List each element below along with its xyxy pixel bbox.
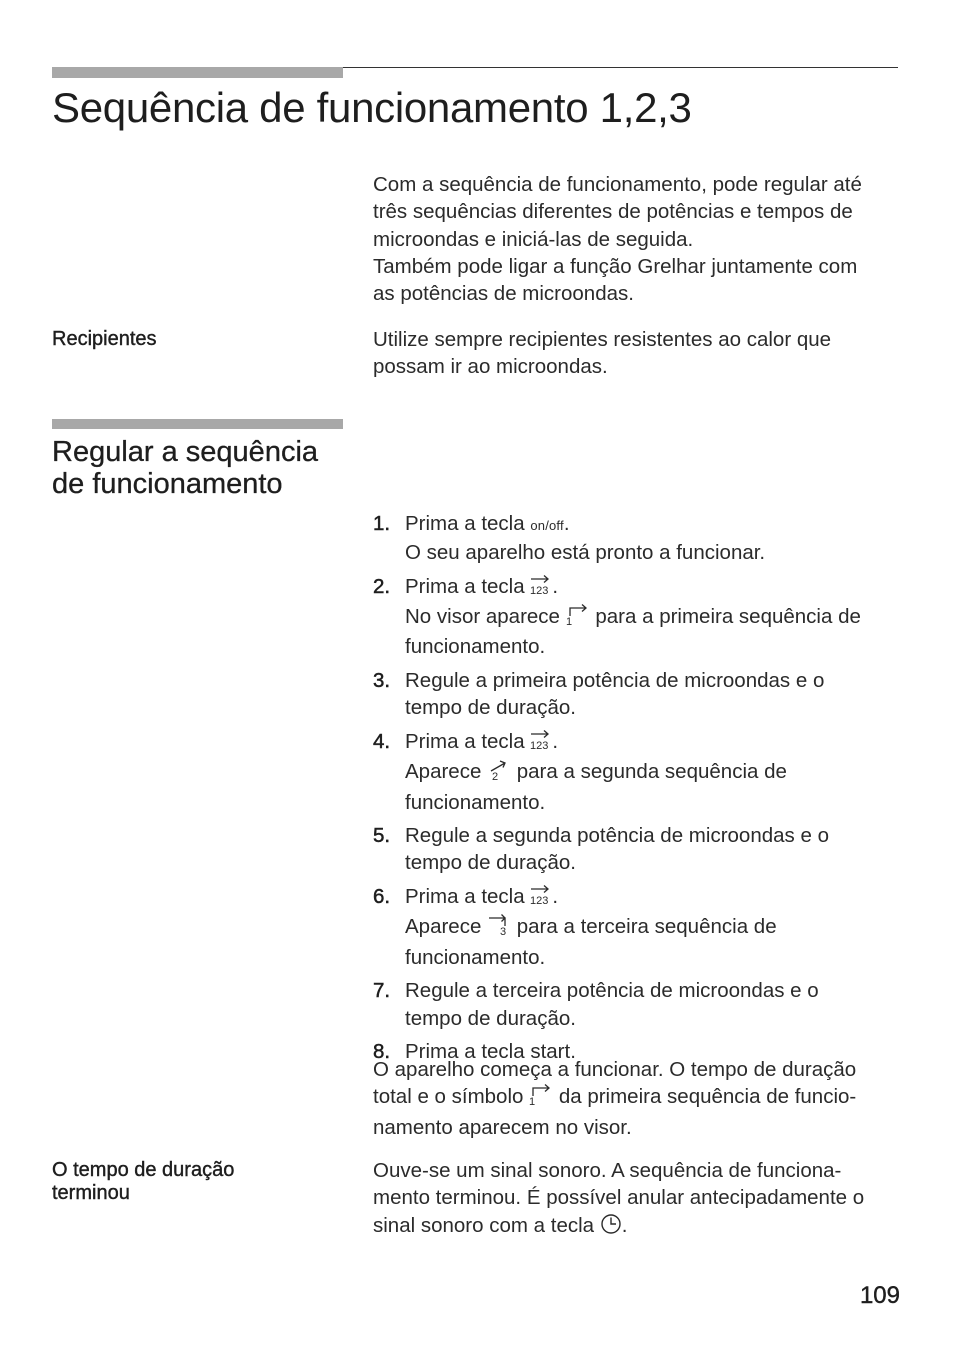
step-text: tempo de duração. — [405, 851, 576, 875]
step-text: Prima a tecla — [405, 574, 531, 598]
step-number: 4. — [373, 729, 391, 753]
intro-line: as potências de microondas. — [373, 282, 634, 306]
svg-text:123: 123 — [530, 584, 549, 596]
svg-text:2: 2 — [492, 771, 499, 782]
page-title: Sequência de funcionamento 1,2,3 — [52, 84, 692, 131]
recipientes-line: Utilize sempre recipientes resistentes ao calor que — [373, 328, 832, 351]
sequence-123-icon — [530, 729, 552, 758]
step-text: . — [552, 729, 559, 753]
after-line: total e o símbolo — [373, 1085, 530, 1109]
step-text: funcionamento. — [405, 790, 546, 814]
step-text: No visor aparece — [405, 605, 566, 629]
intro-line: Com a sequência de funcionamento, pode regular até — [373, 173, 862, 196]
header-rule-thick — [52, 67, 343, 78]
step-text: funcionamento. — [405, 945, 546, 969]
svg-text:1: 1 — [565, 616, 572, 627]
step-text: Prima a tecla — [405, 512, 531, 535]
section-heading: Regular a sequência de funcionamento — [52, 436, 319, 500]
step-text: . — [552, 885, 559, 909]
step-text: para a terceira sequência de — [511, 915, 777, 939]
tempo-label — [52, 1159, 342, 1205]
step-number: 1. — [373, 512, 391, 535]
step-item — [373, 573, 913, 661]
after-line: namento aparecem no visor. — [373, 1115, 632, 1139]
step-text: tempo de duração. — [405, 1006, 576, 1030]
step-text: para a primeira sequência de — [589, 605, 861, 629]
recipientes-text — [373, 326, 913, 381]
sequence-123-icon — [530, 884, 552, 913]
step-item — [373, 510, 913, 567]
clock-icon — [600, 1213, 622, 1242]
step-item — [373, 977, 913, 1032]
recipientes-line: possam ir ao microondas. — [373, 355, 608, 379]
page-number: 109 — [859, 1282, 900, 1309]
step-number: 5. — [373, 824, 391, 848]
after-line: O aparelho começa a funcionar. O tempo de duração — [373, 1058, 857, 1081]
tempo-label-line: O tempo de duração — [52, 1159, 235, 1181]
step-text: Prima a tecla start. — [405, 1040, 576, 1064]
step-text: Prima a tecla — [405, 729, 531, 753]
on-off-key-label: on/off — [530, 518, 564, 533]
step-text: Prima a tecla — [405, 885, 531, 909]
step-text: . — [563, 512, 570, 535]
step-item — [373, 667, 913, 722]
step-text: para a segunda sequência de — [511, 760, 787, 784]
steps-list — [373, 510, 913, 1072]
sequence-1-icon — [566, 604, 590, 633]
step-number: 3. — [373, 669, 391, 693]
step-text: Regule a segunda potência de microondas e o — [405, 824, 829, 848]
sequence-123-icon — [530, 574, 552, 603]
step-text: O seu aparelho está pronto a funcionar. — [405, 541, 766, 565]
step-text: tempo de duração. — [405, 696, 576, 720]
intro-line: três sequências diferentes de potências e tempos de — [373, 200, 853, 224]
step-item — [373, 822, 913, 877]
tempo-label-line: terminou — [52, 1182, 130, 1204]
sequence-3-icon — [487, 914, 511, 943]
svg-text:3: 3 — [500, 926, 507, 937]
step-number: 2. — [373, 574, 391, 598]
svg-text:123: 123 — [530, 739, 549, 751]
step-number: 7. — [373, 979, 391, 1003]
step-item — [373, 728, 913, 816]
after-steps-text — [373, 1056, 913, 1141]
step-number: 6. — [373, 885, 391, 909]
step-item — [373, 883, 913, 971]
step-text: . — [552, 574, 559, 598]
step-text: Regule a primeira potência de microondas e o — [405, 669, 825, 693]
section-rule-thick — [52, 419, 343, 429]
intro-line: Também pode ligar a função Grelhar juntamente com — [373, 254, 858, 278]
intro-text — [373, 171, 913, 307]
svg-text:1: 1 — [529, 1096, 536, 1107]
step-text: funcionamento. — [405, 635, 546, 659]
intro-line: microondas e iniciá-las de seguida. — [373, 227, 694, 251]
tempo-line: . — [621, 1213, 628, 1237]
step-text: Aparece — [405, 915, 488, 939]
recipientes-label: Recipientes — [52, 328, 157, 350]
step-number: 8. — [373, 1040, 391, 1064]
tempo-text — [373, 1157, 913, 1242]
sequence-2-icon — [487, 759, 511, 788]
step-text: Regule a terceira potência de microondas e o — [405, 979, 819, 1003]
step-text: Aparece — [405, 760, 488, 784]
tempo-line: Ouve-se um sinal sonoro. A sequência de funciona- — [373, 1159, 842, 1182]
tempo-line: sinal sonoro com a tecla — [373, 1213, 600, 1237]
svg-text:123: 123 — [530, 895, 549, 907]
after-line: da primeira sequência de funcio- — [553, 1085, 857, 1109]
sequence-1-icon — [529, 1084, 553, 1113]
tempo-line: mento terminou. É possível anular antecipadamente o — [373, 1186, 865, 1210]
